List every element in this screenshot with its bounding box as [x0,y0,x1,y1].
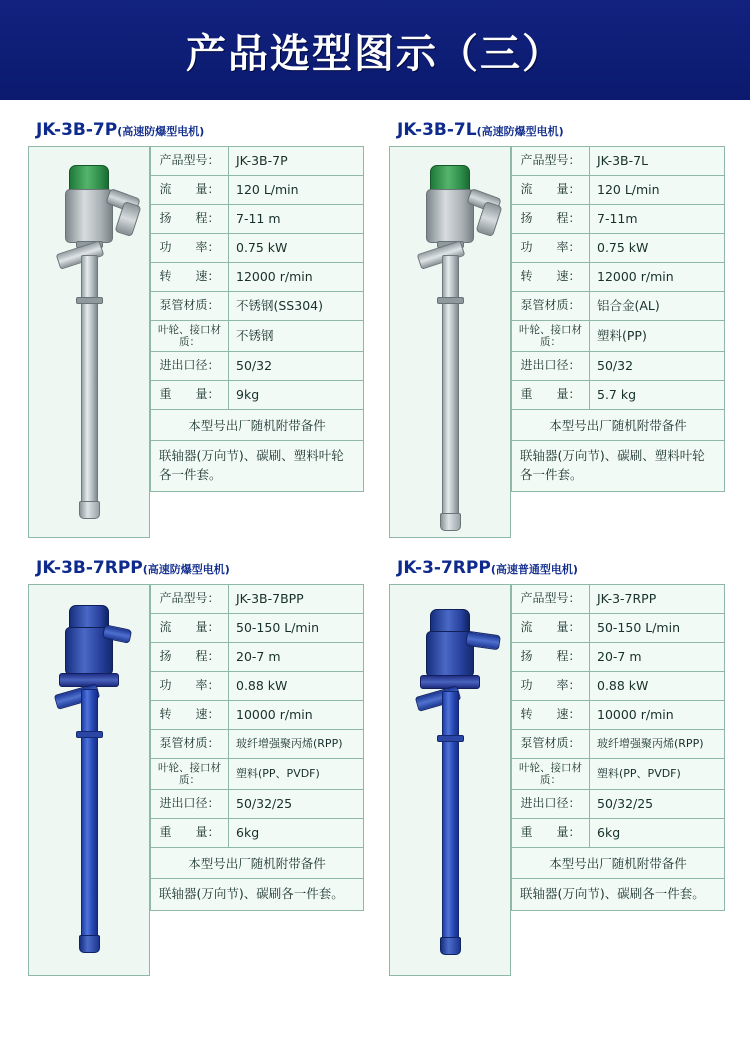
table-row [512,205,724,234]
product-subtitle-3: (高速防爆型电机) [142,563,230,576]
spec-key: 转 速： [512,263,590,291]
table-row [151,381,363,410]
spare-parts-note: 联轴器(万向节)、碳刷、塑料叶轮各一件套。 [151,441,363,492]
spec-value: 6kg [597,824,621,840]
spec-table-2 [511,146,725,492]
spec-value: 0.88 kW [236,677,288,693]
table-row [151,759,363,790]
table-row [512,672,724,701]
table-row [151,352,363,381]
product-card-4 [375,548,736,986]
tube-joint-icon [437,735,464,742]
spare-parts-header: 本型号出厂随机附带备件 [151,410,363,441]
spare-parts-header: 本型号出厂随机附带备件 [512,410,724,441]
pump-tube-icon [442,691,459,943]
pump-illustration-2 [390,147,510,537]
table-row [512,381,724,410]
table-row [512,759,724,790]
spec-key: 转 速： [151,263,229,291]
spec-value: JK-3B-7BPP [236,590,304,606]
spec-key: 产品型号： [151,147,229,175]
spec-key: 叶轮、接口材质： [512,759,590,789]
product-body-2 [389,146,728,538]
spec-key: 进出口径： [151,352,229,380]
pump-image-jk-3-7rpp [389,584,511,976]
spec-key: 功 率： [512,672,590,700]
spec-value: JK-3B-7L [597,152,649,168]
table-row [512,176,724,205]
product-card-2 [375,110,736,548]
spec-key: 进出口径： [151,790,229,818]
product-body-3 [28,584,367,976]
spec-value: 7-11 m [236,210,281,226]
spec-value: 7-11m [597,210,638,226]
table-row [151,672,363,701]
table-row [151,234,363,263]
spec-key: 功 率： [151,234,229,262]
spec-value: 50-150 L/min [236,619,319,635]
product-model-4: JK-3-7RPP [397,558,491,578]
product-grid [14,110,736,986]
spec-value: 20-7 m [597,648,642,664]
table-row [151,819,363,848]
spec-value: 6kg [236,824,260,840]
pump-image-jk-3b-7rpp [28,584,150,976]
spec-value: 玻纤增强聚丙烯(RPP) [236,736,343,750]
spec-value: 0.88 kW [597,677,649,693]
product-subtitle-2: (高速防爆型电机) [476,125,564,138]
spec-key: 流 量： [151,176,229,204]
spec-key: 进出口径： [512,790,590,818]
pump-foot-icon [79,935,100,953]
motor-body-icon [65,189,113,243]
product-title-3 [36,558,367,578]
spec-key: 产品型号： [512,585,590,613]
spec-key: 重 量： [151,381,229,409]
spec-value: 120 L/min [236,181,299,197]
spec-key: 扬 程： [151,643,229,671]
spec-value: 12000 r/min [236,268,313,284]
spec-key: 转 速： [151,701,229,729]
table-row [512,790,724,819]
table-row [512,614,724,643]
table-row [151,321,363,352]
spec-value: 50/32/25 [236,795,293,811]
spec-value: 塑料(PP、PVDF) [597,766,681,780]
pump-image-jk-3b-7l [389,146,511,538]
table-row [512,352,724,381]
page-header [0,0,750,100]
product-subtitle-1: (高速防爆型电机) [117,125,205,138]
product-body-4 [389,584,728,976]
spare-parts-header: 本型号出厂随机附带备件 [512,848,724,879]
table-row [151,643,363,672]
spec-value: 20-7 m [236,648,281,664]
spec-value: 不锈钢(SS304) [236,297,323,313]
product-model-2: JK-3B-7L [397,120,477,140]
table-row [512,321,724,352]
product-model-3: JK-3B-7RPP [36,558,143,578]
spec-value: 12000 r/min [597,268,674,284]
spec-table-1 [150,146,364,492]
spec-key: 进出口径： [512,352,590,380]
table-row [512,819,724,848]
motor-body-icon [426,189,474,243]
table-row [512,701,724,730]
table-row [151,614,363,643]
spec-value: 50/32 [597,357,634,373]
table-row [512,585,724,614]
spec-value: 玻纤增强聚丙烯(RPP) [597,736,704,750]
pump-foot-icon [440,937,461,955]
spec-value: JK-3-7RPP [597,590,657,606]
spec-value: JK-3B-7P [236,152,288,168]
spec-value: 不锈钢 [236,327,274,343]
spec-key: 产品型号： [151,585,229,613]
spec-key: 流 量： [151,614,229,642]
tube-joint-icon [76,731,103,738]
spec-value: 5.7 kg [597,386,637,402]
table-row [151,263,363,292]
product-card-3 [14,548,375,986]
spec-value: 120 L/min [597,181,660,197]
spec-key: 功 率： [151,672,229,700]
table-row [151,176,363,205]
spec-key: 泵管材质： [512,730,590,758]
pump-image-jk-3b-7p [28,146,150,538]
spec-value: 塑料(PP、PVDF) [236,766,320,780]
spec-table-4 [511,584,725,911]
spec-key: 叶轮、接口材质： [151,759,229,789]
spec-value: 铝合金(AL) [597,297,660,313]
spec-table-3 [150,584,364,911]
spec-key: 功 率： [512,234,590,262]
spec-key: 产品型号： [512,147,590,175]
spec-key: 重 量： [512,819,590,847]
pump-foot-icon [79,501,100,519]
spec-value: 10000 r/min [236,706,313,722]
pump-illustration-1 [29,147,149,537]
page-title: 产品选型图示（三） [186,30,564,77]
table-row [151,292,363,321]
pump-illustration-4 [390,585,510,975]
spec-key: 流 量： [512,614,590,642]
table-row [151,790,363,819]
spec-key: 重 量： [151,819,229,847]
spec-key: 叶轮、接口材质： [512,321,590,351]
product-title-4 [397,558,728,578]
table-row [512,263,724,292]
spare-parts-note: 联轴器(万向节)、碳刷、塑料叶轮各一件套。 [512,441,724,492]
spec-key: 泵管材质： [151,292,229,320]
product-card-1 [14,110,375,548]
table-row [512,643,724,672]
spec-value: 10000 r/min [597,706,674,722]
spec-value: 塑料(PP) [597,327,647,343]
spec-key: 扬 程： [512,643,590,671]
spare-parts-note: 联轴器(万向节)、碳刷各一件套。 [512,879,724,911]
spec-key: 扬 程： [512,205,590,233]
pump-tube-icon [442,255,459,519]
table-row [512,234,724,263]
tube-joint-icon [76,297,103,304]
spec-value: 9kg [236,386,260,402]
table-row [512,147,724,176]
spare-parts-note: 联轴器(万向节)、碳刷各一件套。 [151,879,363,911]
spec-key: 转 速： [512,701,590,729]
spec-key: 重 量： [512,381,590,409]
spec-value: 50/32/25 [597,795,654,811]
spec-key: 流 量： [512,176,590,204]
product-model-1: JK-3B-7P [36,120,118,140]
product-body-1 [28,146,367,538]
table-row [151,585,363,614]
product-title-2 [397,120,728,140]
table-row [151,701,363,730]
pump-foot-icon [440,513,461,531]
table-row [151,205,363,234]
spec-value: 50/32 [236,357,273,373]
spec-value: 0.75 kW [597,239,649,255]
tube-joint-icon [437,297,464,304]
spec-key: 泵管材质： [151,730,229,758]
table-row [151,147,363,176]
spec-key: 叶轮、接口材质： [151,321,229,351]
spare-parts-header: 本型号出厂随机附带备件 [151,848,363,879]
table-row [512,730,724,759]
spec-key: 泵管材质： [512,292,590,320]
spec-value: 0.75 kW [236,239,288,255]
product-title-1 [36,120,367,140]
pump-tube-icon [81,689,98,941]
pump-tube-icon [81,255,98,507]
table-row [151,730,363,759]
spec-key: 扬 程： [151,205,229,233]
table-row [512,292,724,321]
spec-value: 50-150 L/min [597,619,680,635]
pump-illustration-3 [29,585,149,975]
page-content [0,100,750,986]
product-subtitle-4: (高速普通型电机) [490,563,578,576]
